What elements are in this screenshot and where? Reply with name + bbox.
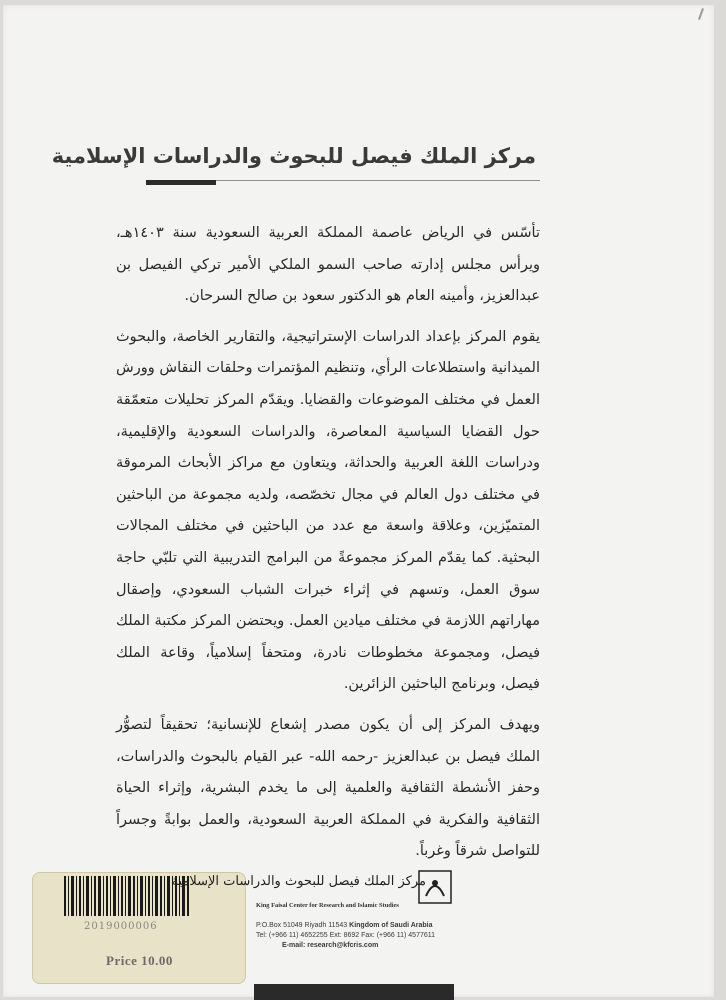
publisher-name-english: King Faisal Center for Research and Islamic Studies — [256, 902, 399, 909]
paragraph-founding: تأسّس في الرياض عاصمة المملكة العربية السعودية سنة ١٤٠٣هـ، ويرأس مجلس إدارته صاحب السمو الملكي الأمير تركي الفيصل بن عبدالعزيز، وأمينه العام هو الدكتور سعود بن صالح السرحان. — [116, 225, 540, 305]
paragraph-goals: ويهدف المركز إلى أن يكون مصدر إشعاع للإنسانية؛ تحقيقاً لتصوُّر الملك فيصل بن عبدالعزيز -رحمه الله- عبر القيام بالبحوث والدراسات، وحفز الأنشطة الثقافية والعلمية إلى ما يخدم البشرية، وإثراء الحياة الثقافية والفكرية في المملكة العربية السعودية، والعمل بوابةً وجسراً للتواصل شرقاً وغرباً. — [116, 716, 540, 860]
bottom-bar — [254, 984, 454, 1000]
contact-info — [256, 921, 516, 951]
email-link[interactable]: E-mail: research@kfcris.com — [282, 942, 379, 949]
phone-fax-line: Tel: (+966 11) 4652255 Ext: 8692 Fax: (+966 11) 4577611 — [256, 932, 436, 939]
paragraph-activities: يقوم المركز بإعداد الدراسات الإستراتيجية، والتقارير الخاصة، والبحوث الميدانية واستطلاعات الرأي، وتنظيم المؤتمرات وحلقات النقاش وورش العمل في مختلف الموضوعات والقضايا. ويقدّم المركز تحليلات متعمّقة حول القضايا السياسية المعاصرة، والدراسات السعودية والإقليمية، ودراسات اللغة العربية والحداثة، ويتعاون مع مراكز الأبحاث المرموقة في مختلف دول العالم في مجال تخصّصه، ولديه مجموعة من الباحثين المتميّزين، وعلاقة واسعة مع عدد من الباحثين في مختلف المجالات البحثية. كما يقدّم المركز مجموعةً من البرامج التدريبية التي تلبّي حاجة سوق العمل، وتسهم في إثراء خبرات الشباب السعودي، وإصقال مهاراتهم اللازمة في مختلف ميادين العمل. ويحتضن المركز مكتبة الملك فيصل، ومجموعة مخطوطات نادرة، ومتحفاً إسلامياً، وقاعة الملك فيصل، وبرنامج الباحثين الزائرين. — [116, 328, 540, 693]
body-text — [116, 218, 540, 877]
publisher-logo-arabic: مركز الملك فيصل للبحوث والدراسات الإسلامية — [171, 874, 426, 889]
publisher-emblem-icon — [418, 870, 452, 904]
barcode-number: 2019000006 — [84, 921, 158, 932]
address-line — [256, 921, 516, 931]
address-po-box: P.O.Box 51049 Riyadh 11543 — [256, 922, 350, 929]
price-label: Price 10.00 — [106, 953, 173, 968]
address-country: Kingdom of Saudi Arabia — [349, 922, 433, 929]
title-accent-bar — [146, 180, 216, 185]
page-title: مركز الملك فيصل للبحوث والدراسات الإسلامية — [51, 144, 536, 168]
